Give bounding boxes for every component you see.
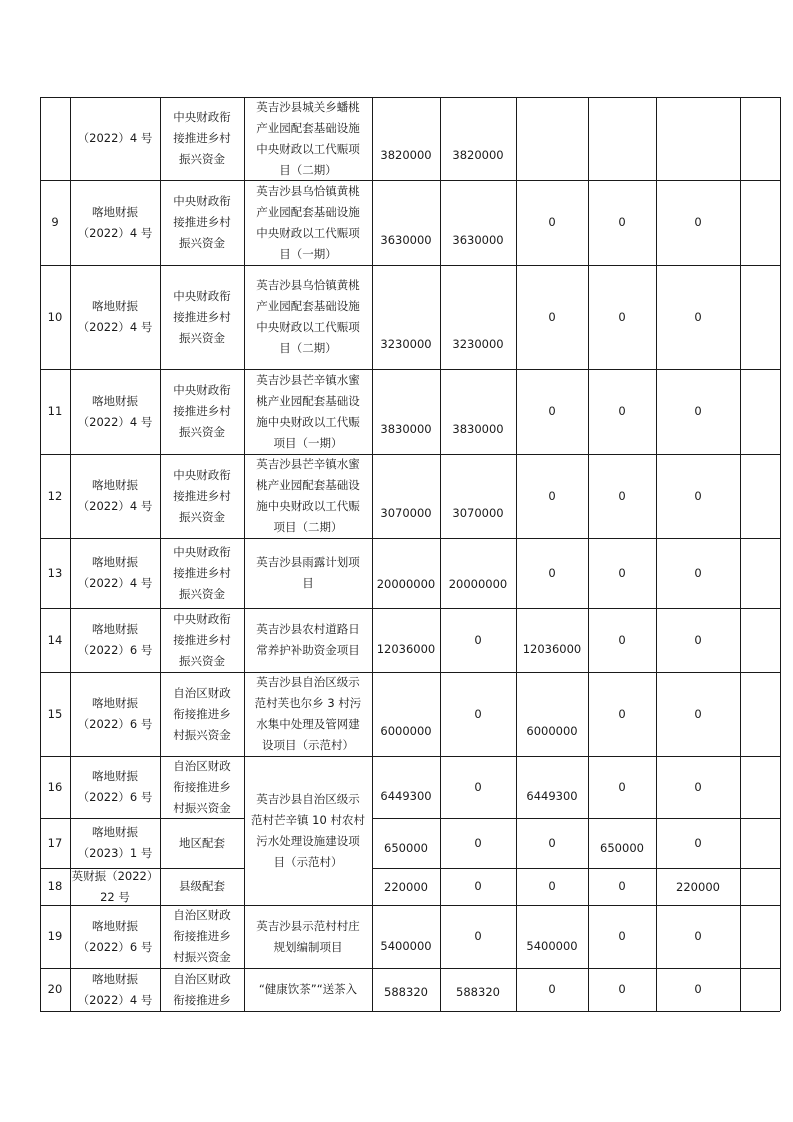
amount-col-3: 0 [618,929,626,943]
row-number: 16 [47,779,63,794]
total-amount: 650000 [384,841,428,855]
project-name: 英吉沙县乌恰镇黄桃 产业园配套基础设施 中央财政以工代赈项 目（一期） [256,183,360,261]
row-number: 17 [47,835,63,850]
fund-source: 中央财政衔 接推进乡村 振兴资金 [173,611,231,668]
total-amount: 3630000 [380,233,432,247]
document-number: 喀地财振 （2023）1 号 [77,825,153,860]
total-amount: 20000000 [376,577,436,592]
fund-source: 自治区财政 衔接推进乡 村振兴资金 [173,758,231,815]
row-number: 9 [51,215,59,229]
project-name: 英吉沙县自治区级示 范村芙也尔乡 3 村污 水集中处理及管网建 设项目（示范村） [254,675,362,752]
total-amount: 5400000 [380,938,432,953]
amount-col-4: 0 [694,632,702,647]
fund-source: 自治区财政 衔接推进乡 [173,971,231,1007]
amount-col-1: 0 [474,706,482,721]
amount-col-4: 0 [694,309,702,324]
row-number: 14 [47,632,63,647]
project-name: 英吉沙县乌恰镇黄桃 产业园配套基础设施 中央财政以工代赈项 目（二期） [256,278,360,355]
row-number: 12 [47,488,63,503]
amount-col-3: 0 [618,488,626,503]
amount-col-4: 0 [694,404,702,418]
amount-col-1: 3820000 [452,148,504,162]
project-name: “健康饮茶”“送茶入 [258,982,358,996]
amount-col-1: 3230000 [452,337,504,351]
project-name: 英吉沙县雨露计划项 目 [256,555,360,590]
table-rule-v [780,97,781,1011]
amount-col-2: 0 [548,835,556,850]
amount-col-4 [656,97,740,180]
amount-col-4: 0 [694,565,702,580]
amount-col-3: 0 [618,632,626,647]
amount-col-2: 6000000 [526,724,578,738]
row-number: 10 [47,309,63,324]
amount-col-1: 3630000 [452,233,504,247]
fund-source: 自治区财政 衔接推进乡 村振兴资金 [173,908,231,964]
total-amount: 6000000 [380,724,432,738]
fund-source: 中央财政衔 接推进乡村 振兴资金 [173,467,231,524]
amount-col-2: 0 [548,215,556,229]
total-amount: 3070000 [380,506,432,520]
row-number: 15 [47,706,63,721]
fund-source: 中央财政衔 接推进乡村 振兴资金 [173,194,231,250]
amount-col-1: 0 [474,879,482,893]
amount-col-3: 0 [618,779,626,794]
amount-col-3: 0 [618,404,626,418]
amount-col-1: 3830000 [452,422,504,436]
amount-col-1: 0 [474,835,482,850]
document-number: 喀地财振 （2022）6 号 [77,622,153,657]
total-amount: 588320 [384,985,428,1000]
row-number: 11 [47,404,63,418]
amount-col-3: 0 [618,982,626,996]
amount-col-2: 12036000 [522,642,582,657]
row-number [40,97,70,180]
total-amount: 3820000 [380,148,432,162]
document-number: 喀地财振 （2022）4 号 [77,393,153,429]
amount-col-1: 0 [474,929,482,943]
amount-col-2: 0 [548,309,556,324]
row-number: 20 [47,982,63,996]
fund-source: 自治区财政 衔接推进乡 村振兴资金 [173,685,231,742]
project-name: 英吉沙县芒辛镇水蜜 桃产业园配套基础设 施中央财政以工代赈 项目（二期） [256,457,360,534]
project-name-merged: 英吉沙县自治区级示 范村芒辛镇 10 村农村 污水处理设施建设项 目（示范村） [251,791,365,869]
amount-col-2: 0 [548,982,556,996]
document-number: 英财振（2022） 22 号 [71,868,159,904]
fund-source: 中央财政衔 接推进乡村 振兴资金 [173,544,231,601]
total-amount: 12036000 [376,642,436,657]
amount-col-2 [516,97,588,180]
row-number: 13 [47,565,63,580]
amount-col-4: 220000 [676,880,720,895]
amount-col-4: 0 [694,982,702,996]
row-number: 19 [47,929,63,943]
fund-source: 中央财政衔 接推进乡村 振兴资金 [173,110,231,166]
total-amount: 3230000 [380,337,432,351]
amount-col-4: 0 [694,215,702,229]
amount-col-3: 650000 [600,841,644,855]
amount-col-4: 0 [694,779,702,794]
document-number: （2022）4 号 [77,131,153,145]
amount-col-2: 0 [548,879,556,893]
amount-col-3: 0 [618,879,626,893]
fund-source: 中央财政衔 接推进乡村 振兴资金 [173,383,231,439]
fund-source: 地区配套 [179,835,225,850]
amount-col-1: 588320 [456,985,500,1000]
document-number: 喀地财振 （2022）4 号 [77,204,153,240]
amount-col-1: 3070000 [452,506,504,520]
amount-col-1: 0 [474,779,482,794]
project-name: 英吉沙县示范村村庄 规划编制项目 [256,918,360,954]
amount-col-3: 0 [618,565,626,580]
amount-col-4: 0 [694,706,702,721]
amount-col-2: 0 [548,404,556,418]
amount-col-3 [588,97,656,180]
document-number: 喀地财振 （2022）6 号 [77,696,153,731]
amount-col-1: 20000000 [448,577,508,592]
total-amount: 220000 [384,880,428,895]
amount-col-3: 0 [618,309,626,324]
amount-col-2: 6449300 [526,788,578,803]
amount-col-3: 0 [618,706,626,721]
document-number: 喀地财振 （2022）6 号 [77,769,153,804]
fund-source: 中央财政衔 接推进乡村 振兴资金 [173,288,231,345]
amount-col-1: 0 [474,632,482,647]
amount-col-2: 0 [548,488,556,503]
document-number: 喀地财振 （2022）4 号 [77,478,153,513]
fund-source: 县级配套 [179,879,225,893]
amount-col-2: 5400000 [526,938,578,953]
project-name: 英吉沙县农村道路日 常养护补助资金项目 [256,622,360,657]
document-number: 喀地财振 （2022）4 号 [77,971,153,1007]
document-number: 喀地财振 （2022）4 号 [77,555,153,590]
project-name: 英吉沙县芒辛镇水蜜 桃产业园配套基础设 施中央财政以工代赈 项目（一期） [256,372,360,450]
amount-col-4: 0 [694,929,702,943]
project-name: 英吉沙县城关乡蟠桃 产业园配套基础设施 中央财政以工代赈项 目（二期） [256,99,360,177]
total-amount: 3830000 [380,422,432,436]
total-amount: 6449300 [380,788,432,803]
amount-col-2: 0 [548,565,556,580]
document-number: 喀地财振 （2022）4 号 [77,299,153,334]
amount-col-3: 0 [618,215,626,229]
row-number: 18 [47,879,63,893]
document-number: 喀地财振 （2022）6 号 [77,918,153,954]
amount-col-4: 0 [694,835,702,850]
amount-col-4: 0 [694,488,702,503]
